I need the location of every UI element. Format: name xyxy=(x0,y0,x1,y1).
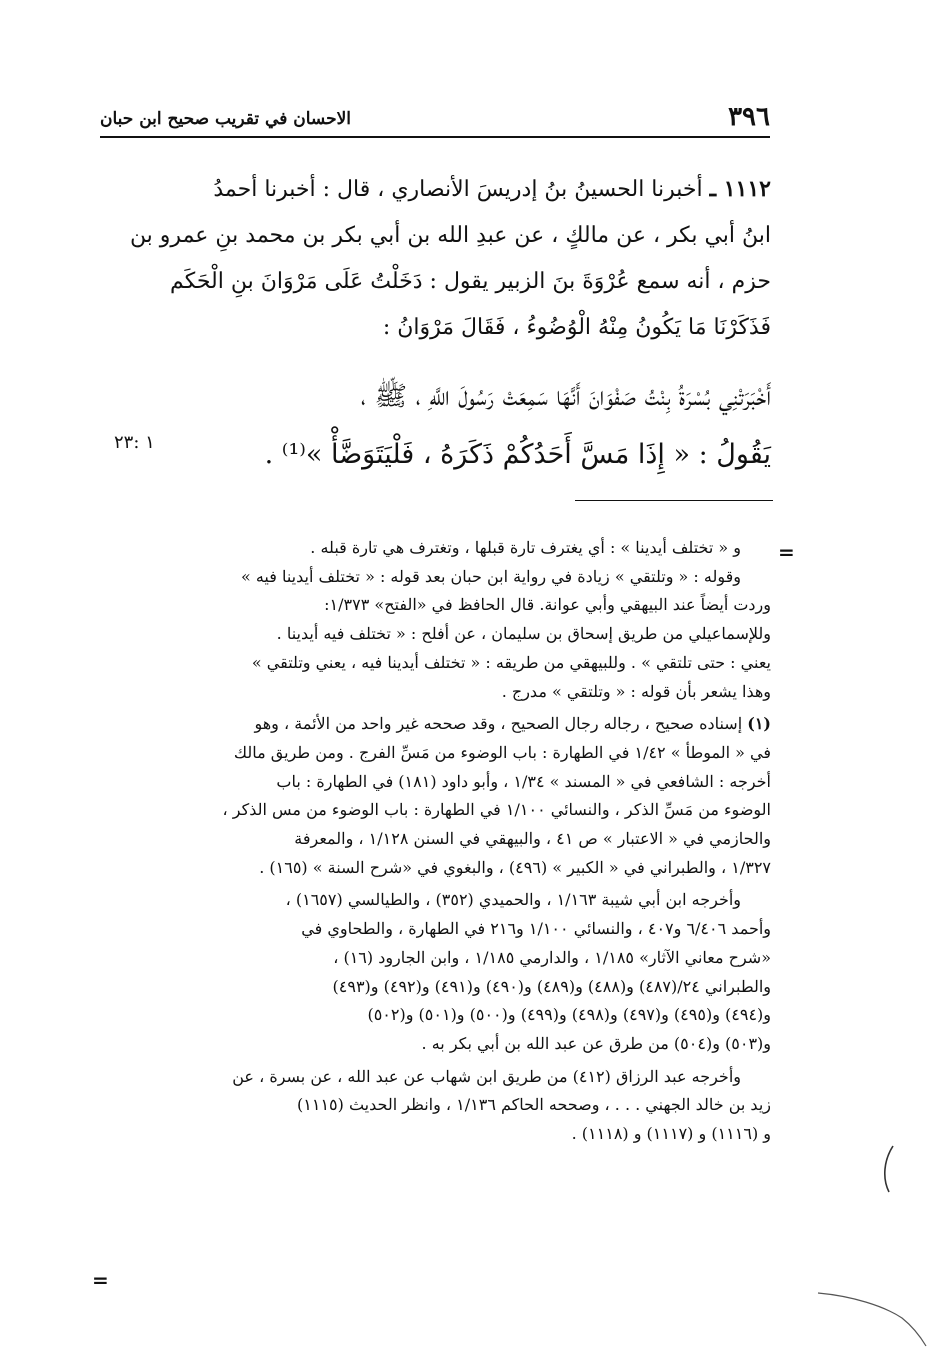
footnote-line: الوضوء من مَسِّ الذكر ، والنسائي ١/١٠٠ في الطهارة : باب الوضوء من مس الذكر ، xyxy=(222,800,771,820)
footnote-line: وهذا يشعر بأن قوله : « وتلتقي » مدرج . xyxy=(501,681,771,701)
continuation-mark-top: = xyxy=(778,540,795,564)
footnote-line: وللإسماعيلي من طريق إسحاق بن سليمان ، عن أفلح : « تختلف فيه أيدينا . xyxy=(276,624,771,644)
footnote-line: أخرجه : الشافعي في « المسند » ١/٣٤ ، وأبو داود (١٨١) في الطهارة : باب xyxy=(276,771,771,791)
running-title: الاحسان في تقريب صحيح ابن حبان xyxy=(100,109,351,129)
footnote-line: وأحمد ٦/٤٠٦ و٤٠٧ ، والنسائي ١/١٠٠ و٢١٦ في الطهارة ، والطحاوي في xyxy=(301,919,771,939)
hadith-number: ١١١٢ ـ xyxy=(709,176,771,202)
continuation-mark-bottom: = xyxy=(92,1268,109,1292)
isnad-line: حزم ، أنه سمع عُرْوَةَ بنَ الزبير يقول : دَخَلْتُ عَلَى مَرْوَانَ بنِ الْحَكَم xyxy=(170,269,771,294)
margin-pencil-mark xyxy=(818,1293,926,1346)
margin-pencil-mark xyxy=(885,1146,893,1192)
isnad-line: فَذَكَرْنَا مَا يَكُونُ مِنْهُ الْوُضُوءُ ، فَقَالَ مَرْوَانُ : xyxy=(382,315,771,340)
footnote-line: «شرح معاني الآثار» ١/١٨٥ ، والدارمي ١/١٨٥ ، وابن الجارود (١٦) ، xyxy=(333,947,771,967)
footnote-line: و (١١١٦) و (١١١٧) و (١١١٨) . xyxy=(571,1124,771,1144)
footnote-line: في « الموطأ » ١/٤٢ في الطهارة : باب الوضوء من مَسِّ الفرج . ومن طريق مالك xyxy=(233,742,771,762)
footnote-line: وقوله : « وتلتقي » زيادة في رواية ابن حبان بعد قوله : « تختلف أيدينا فيه » xyxy=(240,566,741,586)
page-number: ٣٩٦ xyxy=(728,102,770,132)
footnote-line: و(٥٠٣) و(٥٠٤) من طرق عن عبد الله بن أبي بكر به . xyxy=(421,1033,771,1053)
footnote-line: والطبراني ٢٤/(٤٨٧) و(٤٨٨) و(٤٨٩) و(٤٩٠) و(٤٩١) و(٤٩٢) و(٤٩٣) xyxy=(332,976,771,996)
footnote-line: وأخرجه عبد الرزاق (٤١٢) من طريق ابن شهاب عن عبد الله ، عن بسرة ، عن xyxy=(232,1066,741,1086)
footnote-line: (١) إسناده صحيح ، رجاله رجال الصحيح ، وقد صححه غير واحد من الأئمة ، وهو xyxy=(254,714,771,734)
footnote-line: زيد بن خالد الجهني . . . ، وصححه الحاكم ١/١٣٦ ، وانظر الحديث (١١١٥) xyxy=(297,1095,771,1115)
footnote-line: و « تختلف أيدينا » : أي يغترف تارة قبلها ، وتغترف هي تارة قبله . xyxy=(310,538,741,557)
matn-line: يَقُولُ : « إِذَا مَسَّ أَحَدُكُمْ ذَكَرَهُ ، فَلْيَتَوَضَّأْ »⁽¹⁾ . xyxy=(264,439,771,470)
matn-line: أَخْبَرَتْنِي بُسْرَةُ بِنْتُ صَفْوَانَ أَنَّهَا سَمِعَتْ رَسُولَ اللَّهِ ، ﷺ ، xyxy=(360,381,771,412)
footnote-number: (١) xyxy=(747,714,771,734)
footnote-line: ١/٣٢٧ ، والطبراني في « الكبير » (٤٩٦) ، والبغوي في «شرح السنة » (١٦٥) . xyxy=(259,857,771,877)
footnote-line: يعني : حتى تلتقي » . وللبيهقي من طريقه : « تختلف أيدينا فيه ، يعني وتلتقي » xyxy=(251,652,771,672)
isnad-line: ١١١٢ ـ أخبرنا الحسينُ بنُ إدريسَ الأنصاري ، قال : أخبرنا أحمدُ xyxy=(213,176,771,202)
footnote-line: وأخرجه ابن أبي شيبة ١/١٦٣ ، والحميدي (٣٥٢) ، والطيالسي (١٦٥٧) ، xyxy=(285,890,741,910)
footnote-line: والحازمي في « الاعتبار » ص ٤١ ، والبيهقي في السنن ١/١٢٨ ، والمعرفة xyxy=(294,829,771,849)
cross-reference: ١ :٢٣ xyxy=(114,432,155,453)
isnad-line: ابنُ أبي بكر ، عن مالكٍ ، عن عبدِ الله بن أبي بكر بن محمد بنِ عمرو بن xyxy=(129,223,771,248)
footnote-line: و(٤٩٤) و(٤٩٥) و(٤٩٧) و(٤٩٨) و(٤٩٩) و(٥٠٠) و(٥٠١) و(٥٠٢) xyxy=(367,1005,771,1025)
footnote-line: وردت أيضاً عند البيهقي وأبي عوانة. قال الحافظ في «الفتح» ١/٣٧٣: xyxy=(324,595,771,615)
